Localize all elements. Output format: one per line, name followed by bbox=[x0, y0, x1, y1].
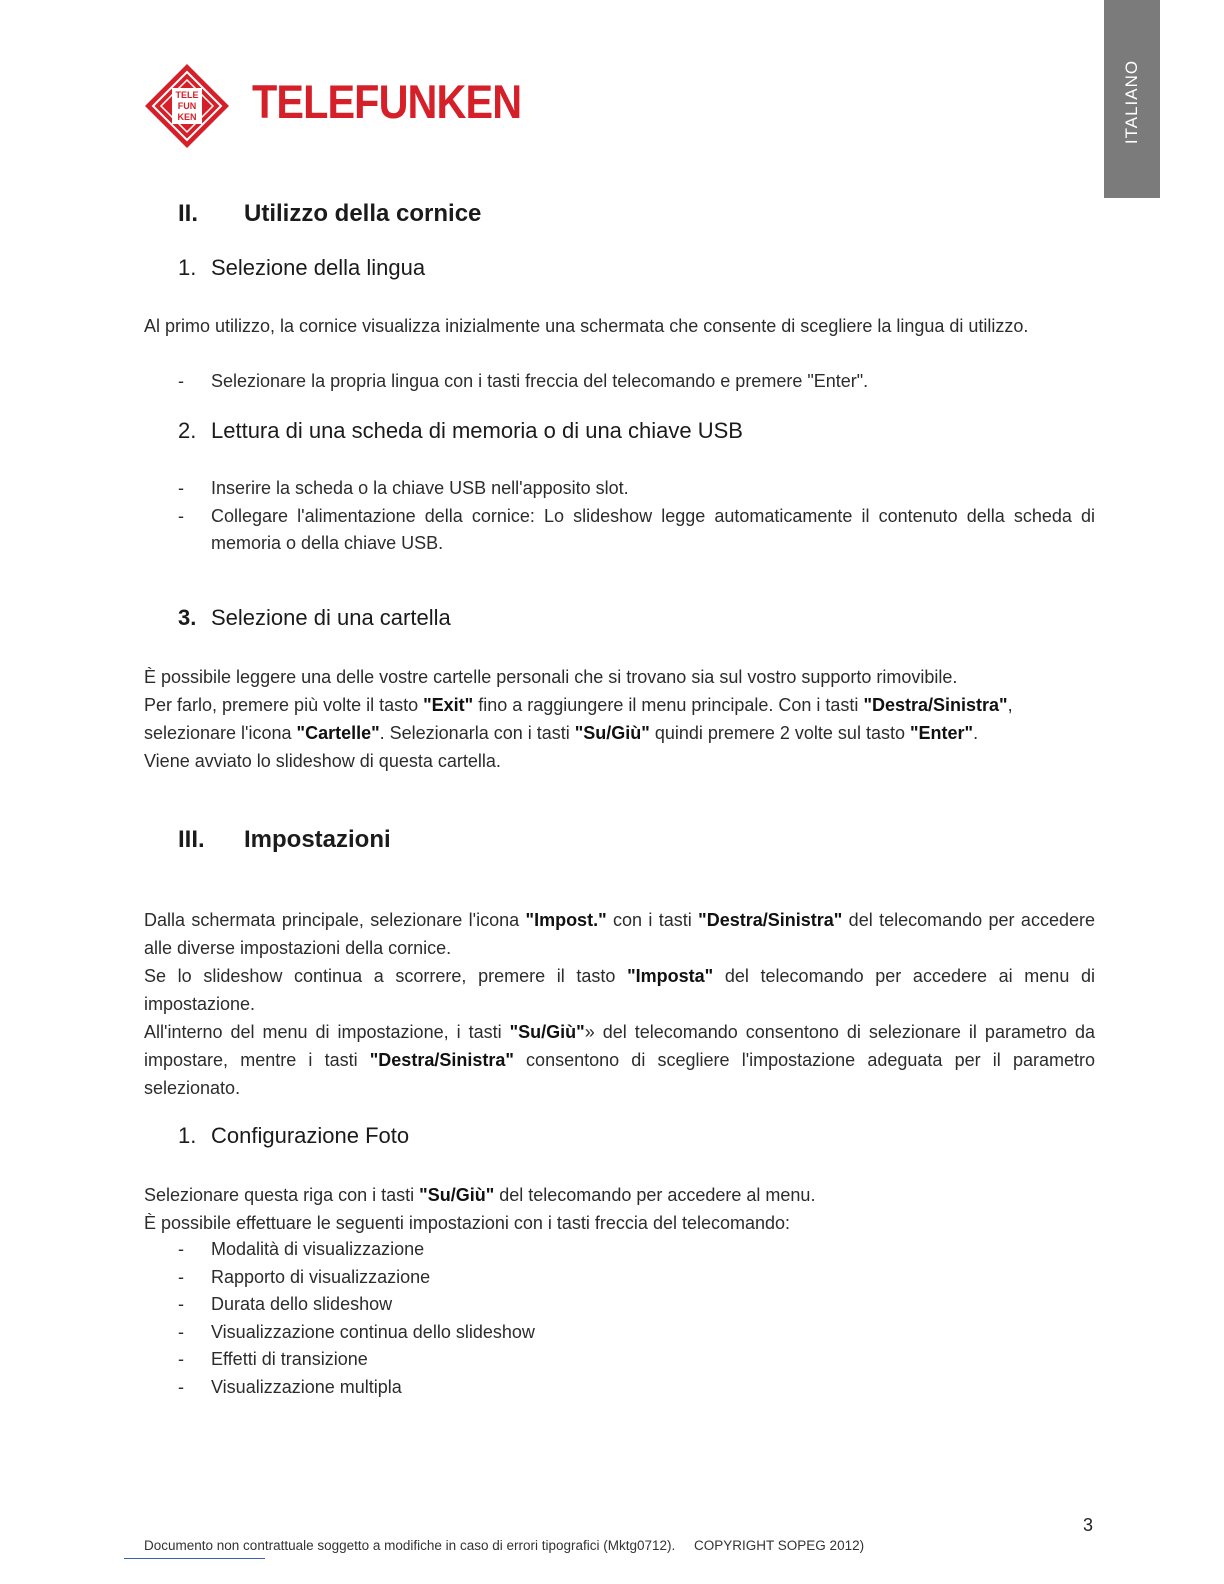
paragraph-folder-selection: È possibile leggere una delle vostre cartelle personali che si trovano sia sul vostro supporto rimovibile. Per farlo, premere più volte il tasto "Exit" fino a raggiungere il menu principale. Con i tasti "Destra/Sinistra", selezionare l'icona "Cartelle". Selezionarla con i tasti "Su/Giù" quindi premere 2 volte sul tasto "Enter". Viene avviato lo slideshow di questa cartella. bbox=[144, 667, 1013, 771]
list-item: - Collegare l'alimentazione della cornice: Lo slideshow legge automaticamente il contenuto della scheda di memoria o della chiave USB. bbox=[178, 505, 1095, 553]
subsection-heading-memory-card: 2. Lettura di una scheda di memoria o di una chiave USB bbox=[178, 418, 743, 443]
list-photo-settings bbox=[144, 1236, 1095, 1401]
paragraph-settings-intro: Dalla schermata principale, selezionare l'icona "Impost." con i tasti "Destra/Sinistra" del telecomando per accedere alle diverse impostazioni della cornice. Se lo slideshow continua a scorrere, premere il tasto "Imposta" del telecomando per accedere ai menu di impostazione. All'interno del menu di impostazione, i tasti "Su/Giù"» del telecomando consentono di selezionare il parametro da impostare, mentre i tasti "Destra/Sinistra" consentono di scegliere l'impostazione adeguata per il parametro selezionato. bbox=[144, 910, 1096, 1098]
svg-text:KEN: KEN bbox=[177, 112, 197, 122]
section-heading-ii bbox=[178, 200, 578, 230]
section-title: Utilizzo della cornice bbox=[244, 200, 482, 227]
section-number: III. bbox=[178, 826, 205, 853]
section-title: Impostazioni bbox=[244, 826, 391, 853]
list-item: - Visualizzazione multipla bbox=[178, 1376, 402, 1397]
subsection-heading-folder: 3. Selezione di una cartella bbox=[178, 605, 451, 630]
list-item: - Selezionare la propria lingua con i tasti freccia del telecomando e premere "Enter". bbox=[178, 371, 869, 391]
language-tab bbox=[1104, 0, 1160, 198]
list-item: - Inserire la scheda o la chiave USB nell'apposito slot. bbox=[178, 478, 629, 498]
subsection-heading-photo-config: 1. Configurazione Foto bbox=[178, 1123, 410, 1148]
list-memory-card-steps bbox=[144, 475, 1095, 558]
list-item: - Effetti di transizione bbox=[178, 1349, 368, 1369]
list-item: - Durata dello slideshow bbox=[178, 1294, 393, 1314]
section-heading-iii bbox=[178, 826, 578, 856]
list-item: - Visualizzazione continua dello slideshow bbox=[178, 1321, 535, 1342]
svg-text:FUN: FUN bbox=[177, 101, 197, 111]
list-item: - Modalità di visualizzazione bbox=[178, 1239, 425, 1259]
paragraph-language-intro: Al primo utilizzo, la cornice visualizza inizialmente una schermata che consente di scegliere la lingua di utilizzo. bbox=[144, 316, 1029, 336]
brand-name: TELEFUNKEN bbox=[252, 75, 522, 128]
svg-text:TELE: TELE bbox=[175, 90, 199, 100]
language-tab-label: ITALIANO bbox=[1122, 59, 1141, 145]
list-item: - Rapporto di visualizzazione bbox=[178, 1266, 431, 1287]
subsection-heading-language: 1. Selezione della lingua bbox=[178, 255, 426, 280]
page-number: 3 bbox=[1083, 1515, 1094, 1535]
footer-underline bbox=[124, 1558, 265, 1559]
telefunken-emblem-icon bbox=[143, 62, 231, 155]
footer-disclaimer: Documento non contrattuale soggetto a modifiche in caso di errori tipografici (Mktg0712). COPYRIGHT SOPEG 2012) bbox=[144, 1538, 865, 1553]
section-number: II. bbox=[178, 200, 199, 227]
paragraph-photo-config: Selezionare questa riga con i tasti "Su/Giù" del telecomando per accedere al menu. È possibile effettuare le seguenti impostazioni con i tasti freccia del telecomando: bbox=[144, 1185, 816, 1233]
list-language-steps bbox=[144, 368, 1095, 396]
